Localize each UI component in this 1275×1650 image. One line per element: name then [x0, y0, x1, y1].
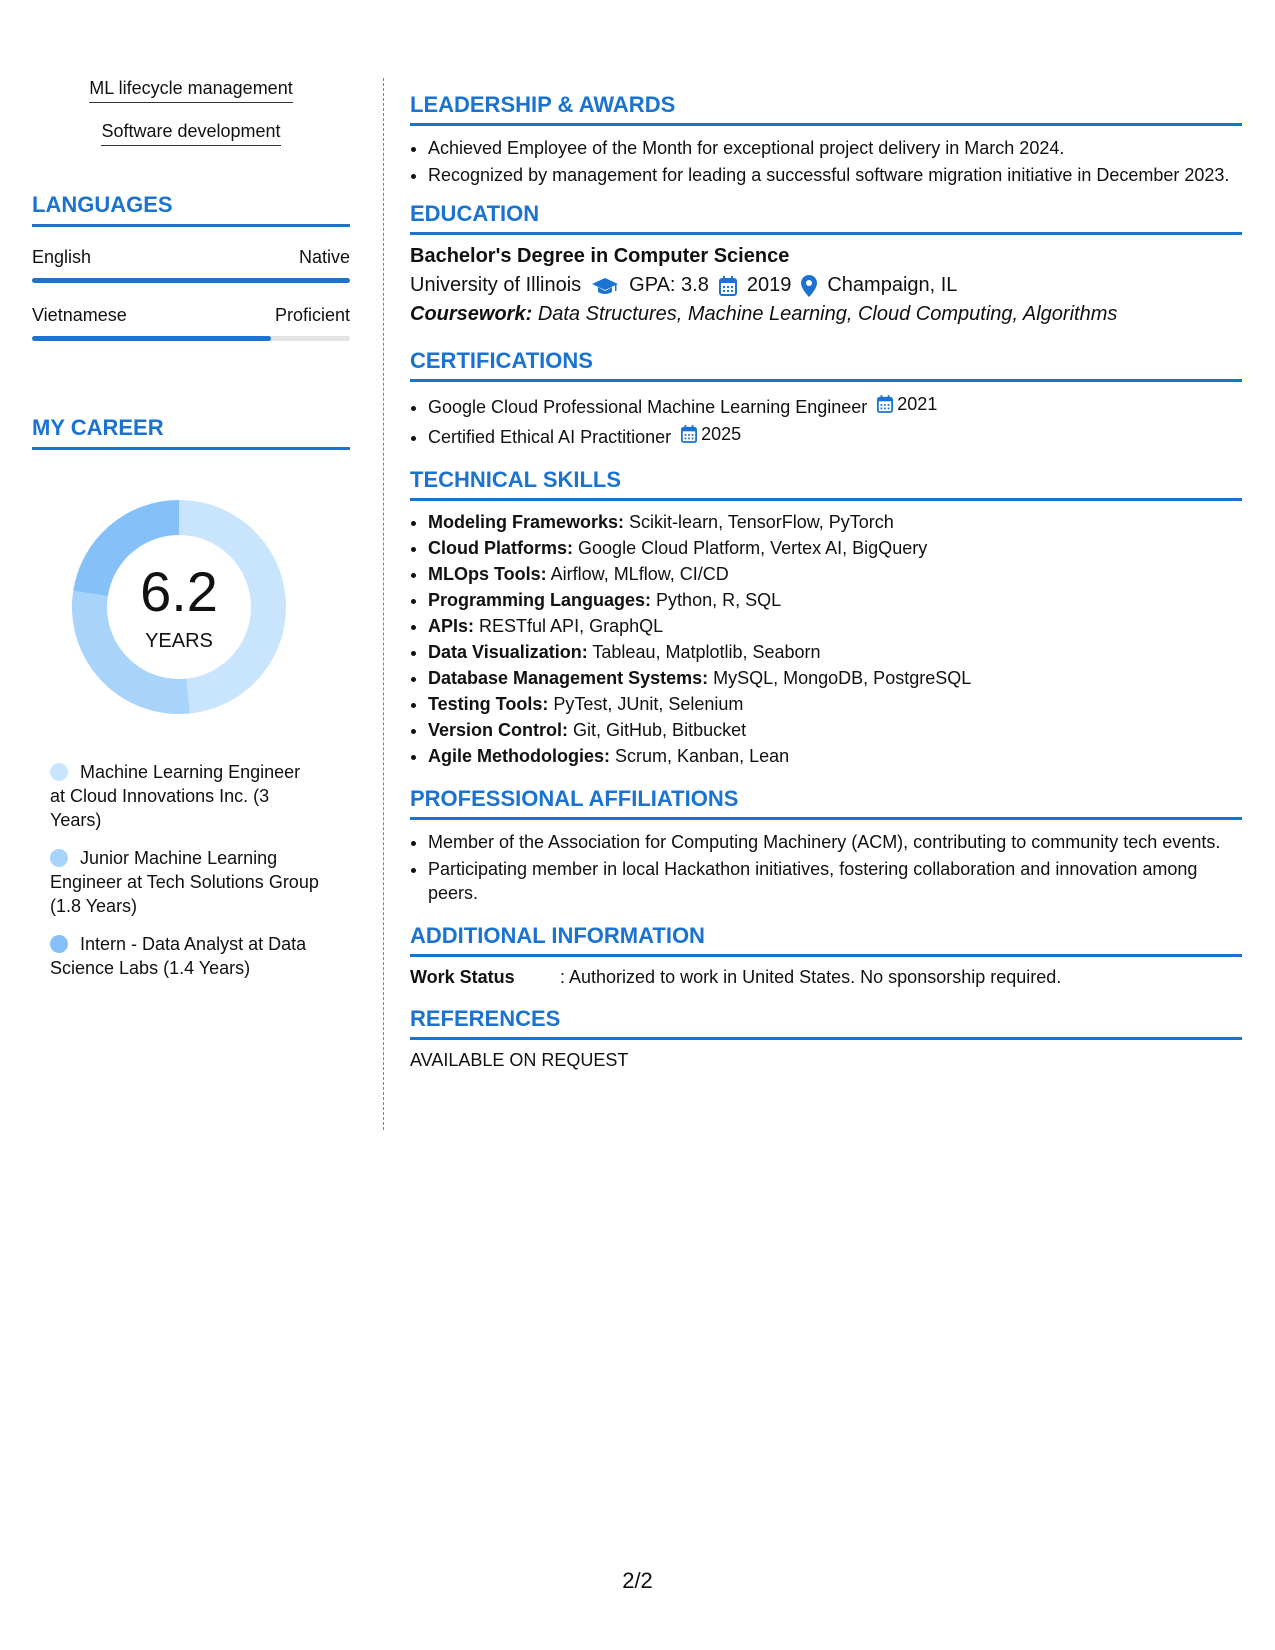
- skill-item: • MLOps Tools: Airflow, MLflow, CI/CD: [428, 563, 1242, 586]
- section-title: LEADERSHIP & AWARDS: [410, 92, 1242, 126]
- column-divider: [383, 78, 384, 1130]
- career-total-unit: YEARS: [145, 630, 213, 652]
- technical-skills-section: [410, 467, 1242, 768]
- school-name: University of Illinois: [410, 274, 582, 296]
- education-section: [410, 201, 1242, 326]
- leadership-section: [410, 92, 1242, 187]
- degree-title: Bachelor's Degree in Computer Science: [410, 245, 790, 267]
- list-item: • Achieved Employee of the Month for exceptional project delivery in March 2024.: [428, 136, 1242, 160]
- skill-item: • Agile Methodologies: Scrum, Kanban, Lean: [428, 745, 1242, 768]
- skill-item: • Database Management Systems: MySQL, MongoDB, PostgreSQL: [428, 667, 1242, 690]
- career-item: Machine Learning Engineer at Cloud Innovations Inc. (3 Years): [50, 762, 301, 830]
- section-title: ADDITIONAL INFORMATION: [410, 923, 1242, 957]
- language-bar-fill: [32, 336, 271, 341]
- affiliations-section: [410, 786, 1242, 905]
- languages-heading: LANGUAGES: [32, 192, 350, 227]
- location-pin-icon: [801, 275, 817, 297]
- career-total-value: 6.2: [140, 560, 218, 623]
- skill-item: • Programming Languages: Python, R, SQL: [428, 589, 1242, 612]
- gpa: GPA: 3.8: [629, 274, 709, 296]
- sidebar: [32, 78, 350, 994]
- legend-dot: [50, 763, 68, 781]
- certification-year: 2021: [897, 394, 938, 414]
- career-item: Junior Machine Learning Engineer at Tech Solutions Group (1.8 Years): [50, 848, 319, 916]
- main-content: [410, 92, 1242, 1085]
- skill-item: • Testing Tools: PyTest, JUnit, Selenium: [428, 693, 1242, 716]
- language-name: English: [32, 247, 92, 267]
- skill-item: • APIs: RESTful API, GraphQL: [428, 615, 1242, 638]
- page-number: 2/2: [622, 1568, 653, 1593]
- legend-dot: [50, 849, 68, 867]
- section-title: PROFESSIONAL AFFILIATIONS: [410, 786, 1242, 820]
- work-status-label: Work Status: [410, 967, 515, 987]
- skill-item: • Data Visualization: Tableau, Matplotlib, Seaborn: [428, 641, 1242, 664]
- work-status-row: [410, 967, 1242, 988]
- education-details: [410, 274, 1242, 297]
- references-text: AVAILABLE ON REQUEST: [410, 1050, 629, 1070]
- coursework: Coursework: Data Structures, Machine Learning, Cloud Computing, Algorithms: [410, 303, 1118, 325]
- list-item: • Member of the Association for Computing Machinery (ACM), contributing to community tech events.: [428, 830, 1242, 854]
- language-level: Proficient: [274, 305, 350, 325]
- graduation-cap-icon: [591, 276, 619, 296]
- career-item: Intern - Data Analyst at Data Science Labs (1.4 Years): [50, 934, 307, 978]
- language-bar: [32, 278, 350, 283]
- calendar-icon: [877, 395, 893, 413]
- list-item: • Recognized by management for leading a successful software migration initiative in December 2023.: [428, 163, 1242, 187]
- section-title: CERTIFICATIONS: [410, 348, 1242, 382]
- calendar-icon: [681, 425, 697, 443]
- section-title: REFERENCES: [410, 1006, 1242, 1040]
- references-section: [410, 1006, 1242, 1071]
- certification-item: • Certified Ethical AI Practitioner 2025: [428, 422, 1242, 449]
- strength-item: Software development: [32, 121, 350, 146]
- certification-item: • Google Cloud Professional Machine Learning Engineer 2021: [428, 392, 1242, 419]
- skill-item: • Modeling Frameworks: Scikit-learn, TensorFlow, PyTorch: [428, 511, 1242, 534]
- career-donut-chart: [64, 492, 294, 722]
- language-bar: [32, 336, 350, 341]
- section-title: TECHNICAL SKILLS: [410, 467, 1242, 501]
- skill-item: • Cloud Platforms: Google Cloud Platform, Vertex AI, BigQuery: [428, 537, 1242, 560]
- certifications-section: [410, 348, 1242, 449]
- section-title: EDUCATION: [410, 201, 1242, 235]
- career-heading: MY CAREER: [32, 415, 350, 450]
- work-status-value: : Authorized to work in United States. No sponsorship required.: [560, 967, 1062, 987]
- skill-item: • Version Control: Git, GitHub, Bitbucket: [428, 719, 1242, 742]
- calendar-icon: [719, 276, 737, 296]
- language-name: Vietnamese: [32, 305, 127, 325]
- additional-info-section: [410, 923, 1242, 988]
- graduation-year: 2019: [746, 274, 792, 296]
- certification-year: 2025: [701, 424, 742, 444]
- list-item: • Participating member in local Hackathon initiatives, fostering collaboration and innovation among peers.: [428, 857, 1242, 905]
- language-english: [32, 247, 350, 283]
- strength-item: ML lifecycle management: [32, 78, 350, 103]
- legend-dot: [50, 935, 68, 953]
- career-list: [50, 760, 320, 980]
- language-vietnamese: [32, 305, 350, 341]
- language-level: Native: [298, 247, 350, 267]
- language-bar-fill: [32, 278, 350, 283]
- school-location: Champaign, IL: [827, 274, 958, 296]
